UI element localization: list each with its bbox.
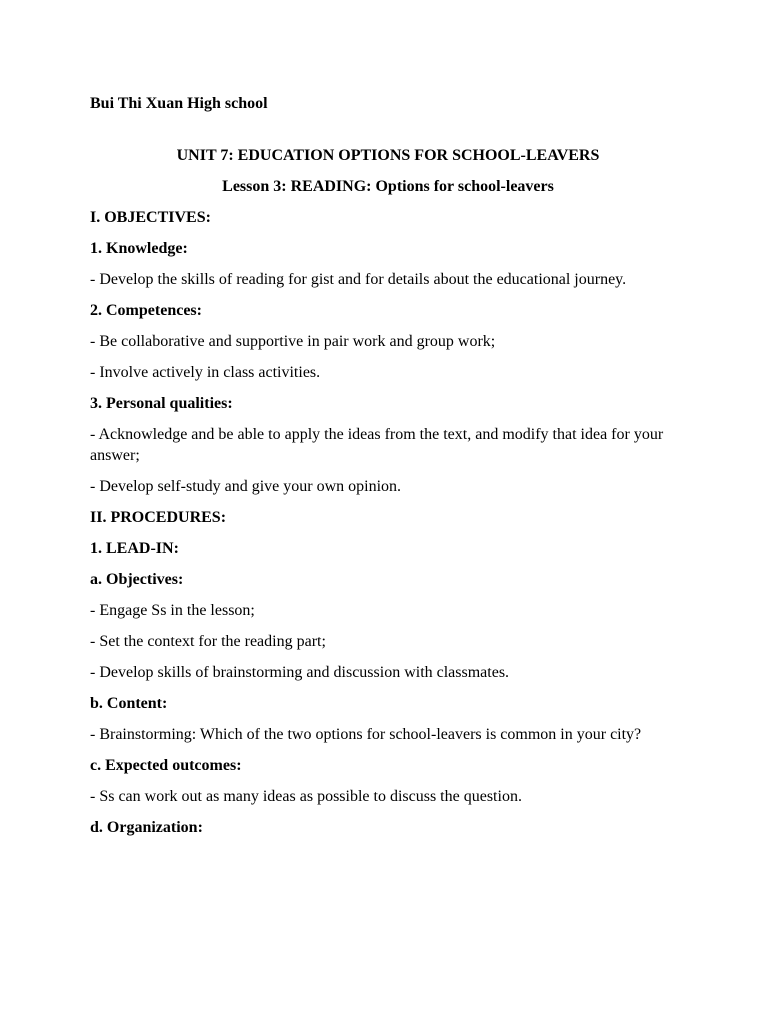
section-heading: II. PROCEDURES:	[90, 509, 227, 526]
section-heading: a. Objectives:	[90, 571, 184, 588]
lesson-plan-body	[90, 207, 686, 838]
document-page	[90, 93, 686, 848]
lesson-title: Lesson 3: READING: Options for school-leavers	[222, 178, 554, 195]
section-heading: I. OBJECTIVES:	[90, 209, 211, 226]
unit-title: UNIT 7: EDUCATION OPTIONS FOR SCHOOL-LEAVERS	[176, 147, 600, 164]
body-paragraph: - Engage Ss in the lesson;	[90, 602, 255, 619]
body-paragraph: - Acknowledge and be able to apply the ideas from the text, and modify that idea for your answer;	[90, 426, 664, 464]
body-paragraph: - Be collaborative and supportive in pair work and group work;	[90, 333, 496, 350]
section-heading: b. Content:	[90, 695, 168, 712]
body-paragraph: - Ss can work out as many ideas as possible to discuss the question.	[90, 788, 522, 805]
body-paragraph: - Involve actively in class activities.	[90, 364, 321, 381]
body-paragraph: - Brainstorming: Which of the two options for school-leavers is common in your city?	[90, 726, 642, 743]
section-heading: 3. Personal qualities:	[90, 395, 233, 412]
body-paragraph: - Develop self-study and give your own opinion.	[90, 478, 402, 495]
body-paragraph: - Set the context for the reading part;	[90, 633, 326, 650]
section-heading: 1. LEAD-IN:	[90, 540, 179, 557]
school-name: Bui Thi Xuan High school	[90, 95, 268, 112]
section-heading: 1. Knowledge:	[90, 240, 188, 257]
body-paragraph: - Develop the skills of reading for gist and for details about the educational journey.	[90, 271, 627, 288]
section-heading: c. Expected outcomes:	[90, 757, 242, 774]
body-paragraph: - Develop skills of brainstorming and discussion with classmates.	[90, 664, 510, 681]
section-heading: 2. Competences:	[90, 302, 202, 319]
section-heading: d. Organization:	[90, 819, 203, 836]
